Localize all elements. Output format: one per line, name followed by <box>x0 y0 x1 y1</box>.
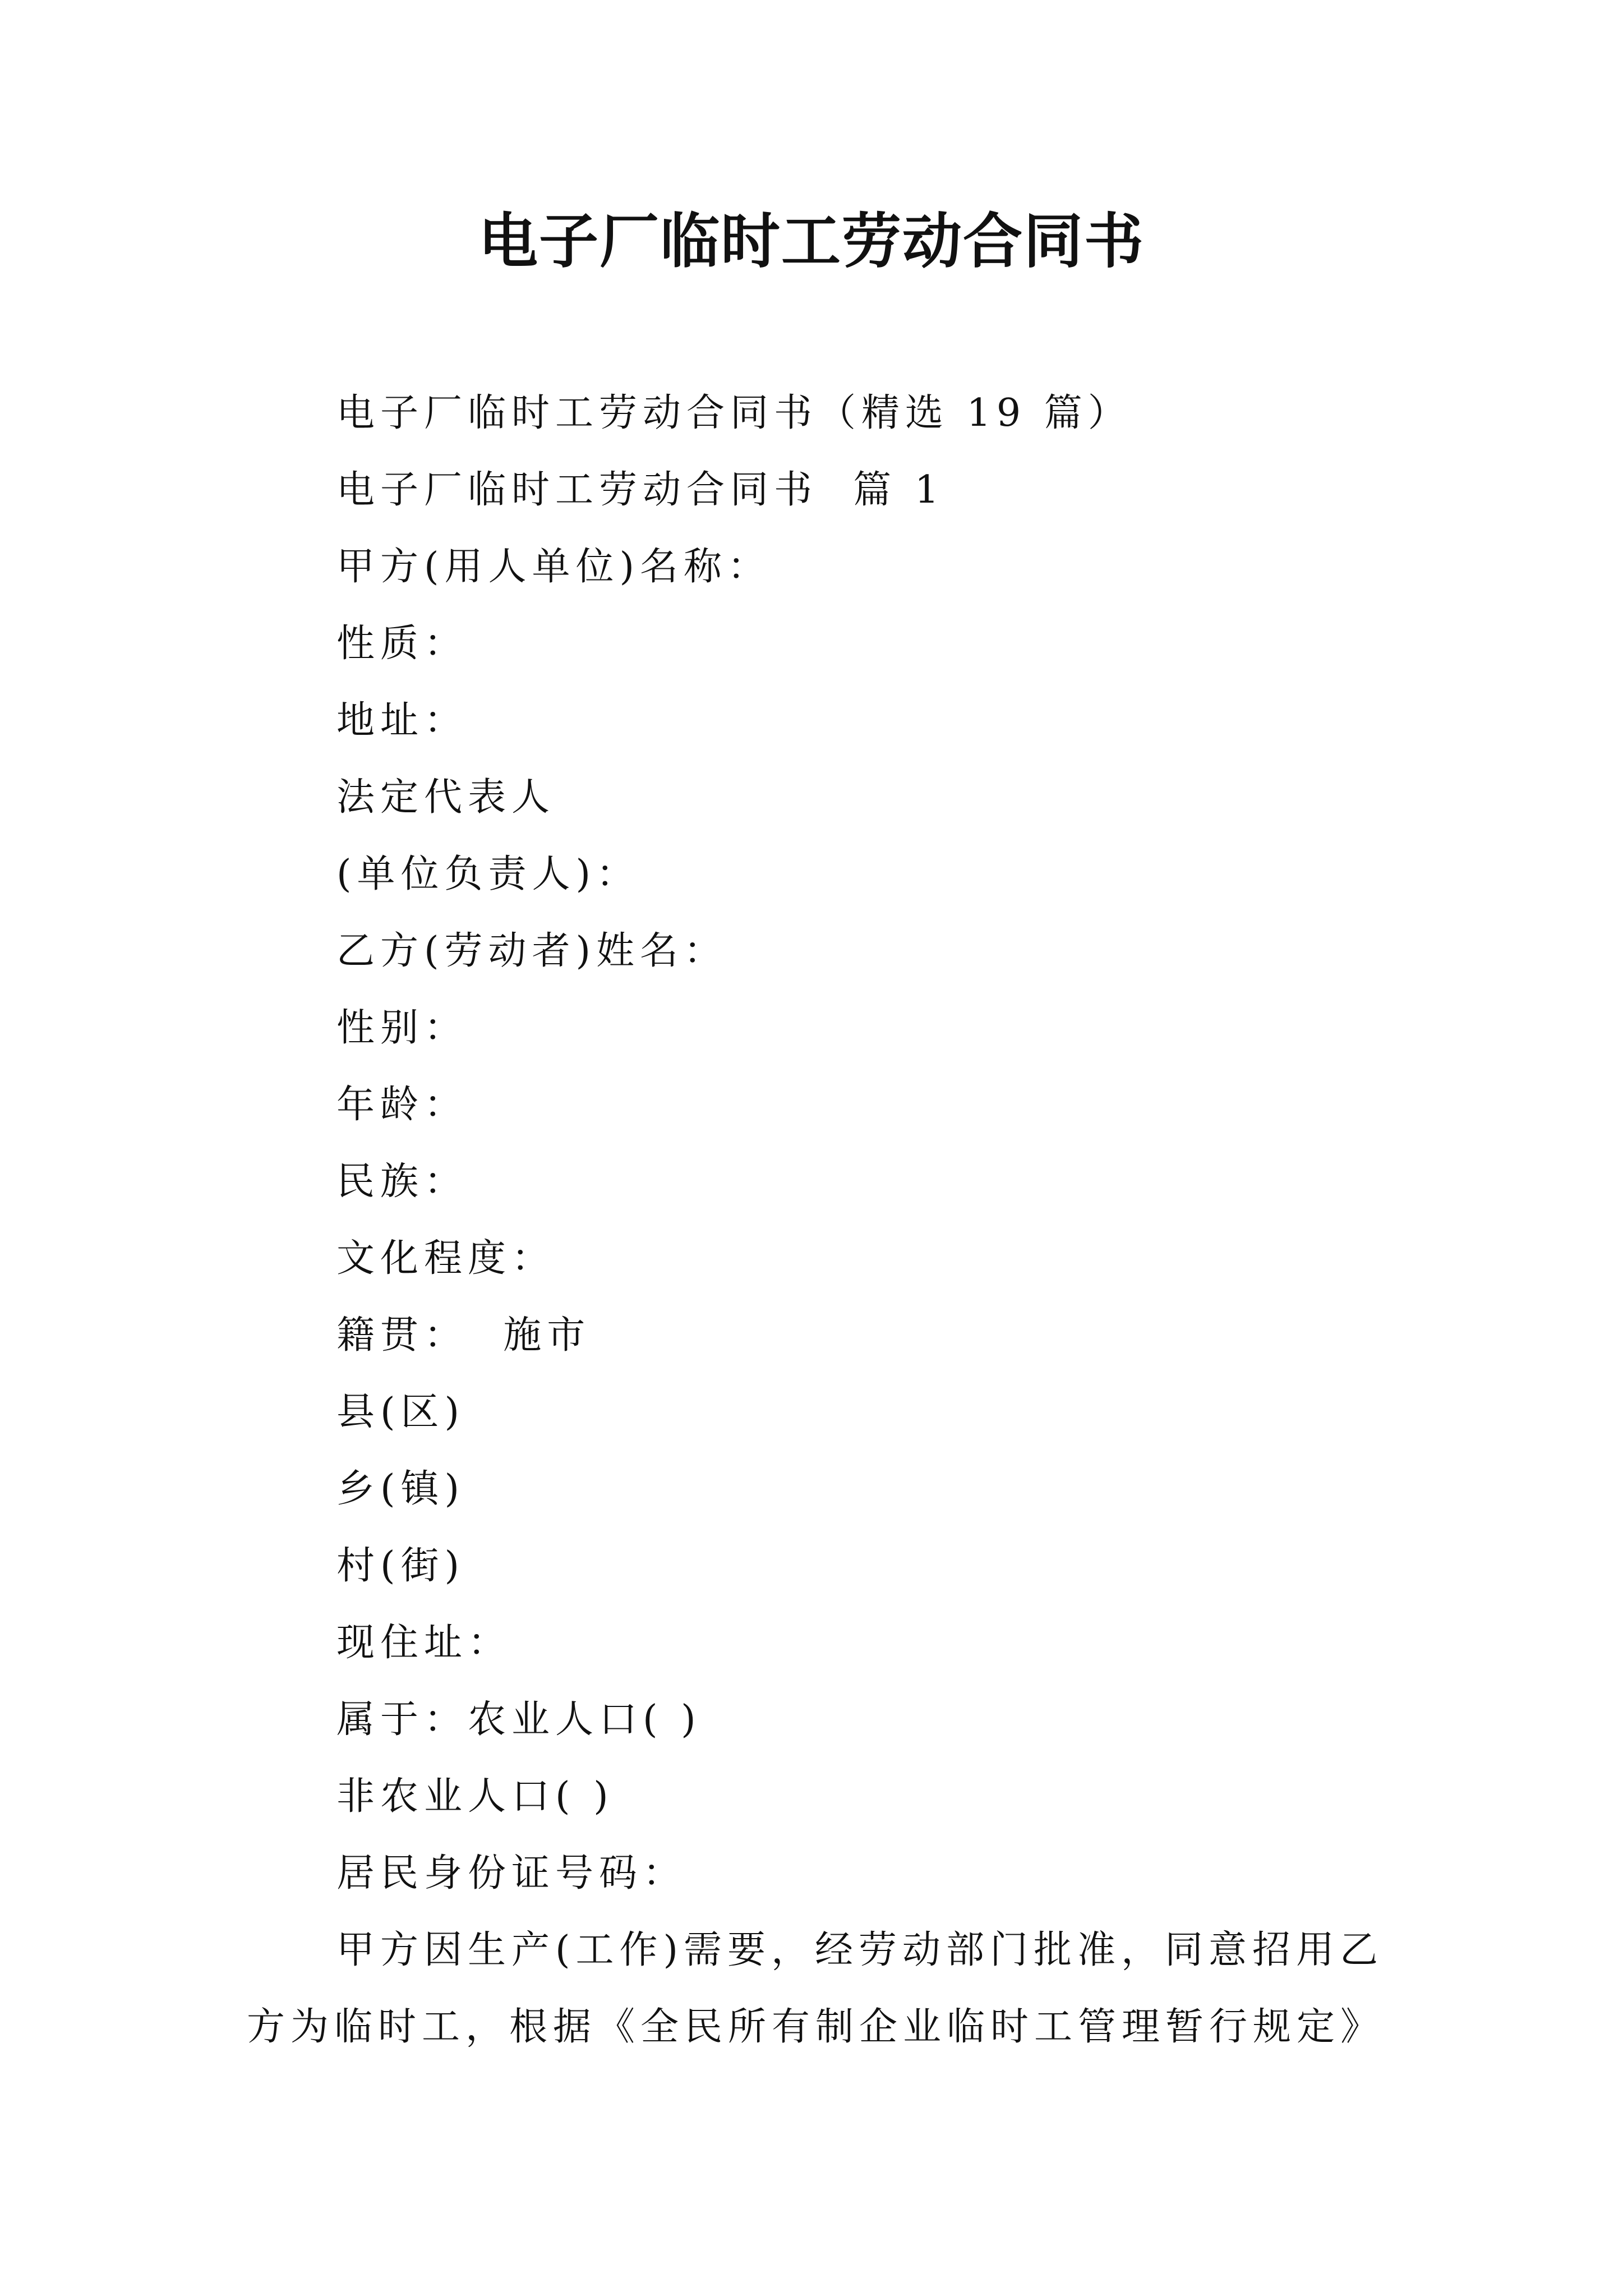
field-county: 县(区) <box>336 1390 465 1434</box>
field-education: 文化程度： <box>336 1236 556 1281</box>
field-id-number: 居民身份证号码： <box>336 1851 687 1895</box>
field-non-agricultural: 非农业人口( ) <box>336 1774 614 1819</box>
field-legal-rep: 法定代表人 <box>336 775 556 820</box>
document-title: 电子厂临时工劳动合同书 <box>478 206 1145 276</box>
field-native-place: 籍贯： 施市 <box>336 1313 591 1358</box>
field-age: 年龄： <box>336 1083 468 1127</box>
field-current-address: 现住址： <box>336 1621 512 1665</box>
paragraph-line-2: 方为临时工，根据《全民所有制企业临时工管理暂行规定》 <box>247 2005 1385 2049</box>
paragraph-line-1: 甲方因生产(工作)需要，经劳动部门批准，同意招用乙 <box>336 1928 1384 1972</box>
field-unit-head: (单位负责人)： <box>336 852 640 896</box>
field-township: 乡(镇) <box>336 1467 465 1511</box>
field-nature: 性质： <box>336 622 468 666</box>
field-address: 地址： <box>336 698 468 743</box>
body-paragraph <box>247 1912 1408 2065</box>
field-ethnicity: 民族： <box>336 1159 468 1204</box>
field-employee-name: 乙方(劳动者)姓名： <box>336 929 728 973</box>
field-employer-name: 甲方(用人单位)名称： <box>336 545 772 589</box>
field-gender: 性别： <box>336 1006 468 1050</box>
field-village: 村(街) <box>336 1544 465 1588</box>
contract-fields-list <box>336 375 1436 1912</box>
section-heading: 电子厂临时工劳动合同书 篇 1 <box>336 468 945 512</box>
subtitle-line: 电子厂临时工劳动合同书（精选 19 篇） <box>336 391 1132 435</box>
field-agricultural: 属于：农业人口( ) <box>336 1697 702 1742</box>
